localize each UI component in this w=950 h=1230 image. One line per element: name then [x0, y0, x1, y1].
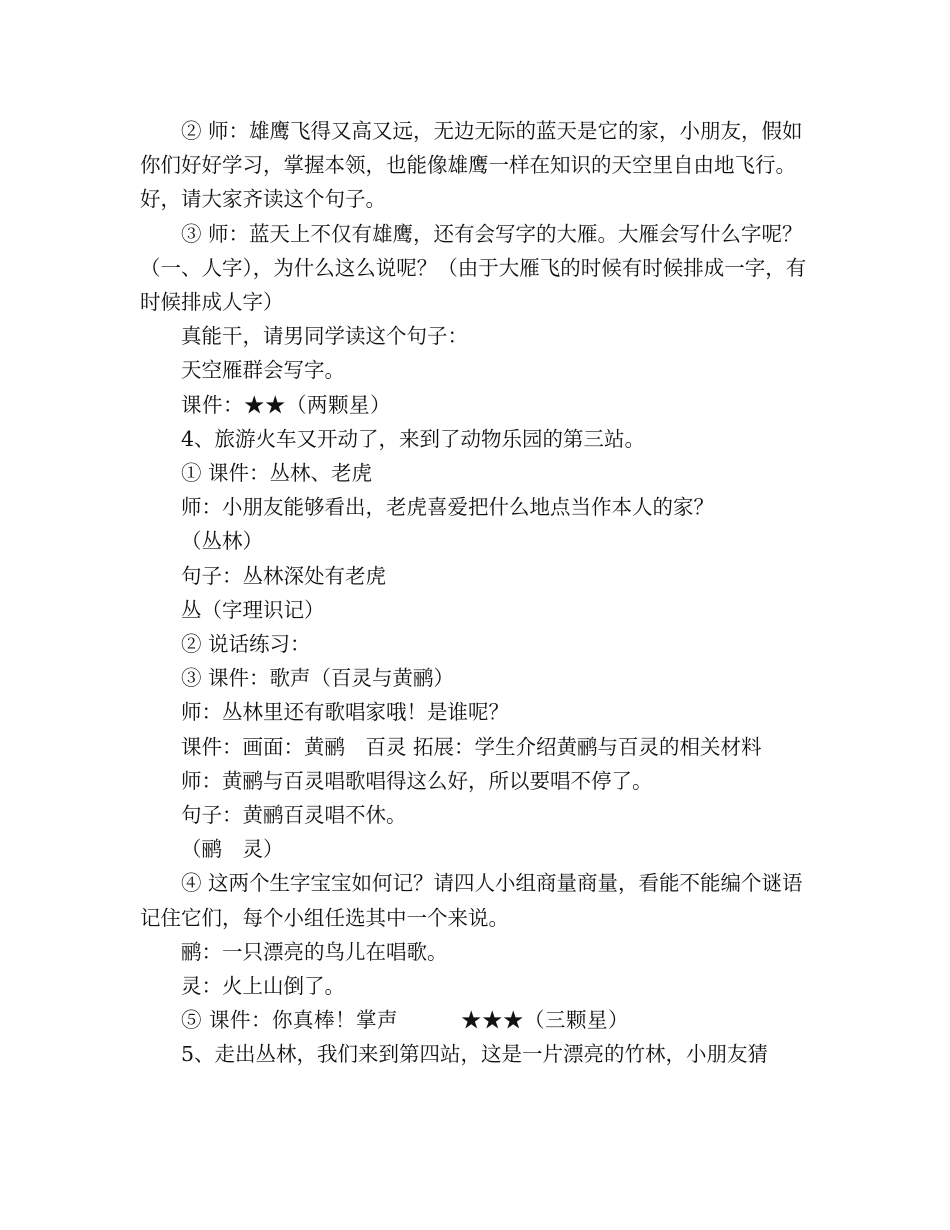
paragraph-speaking-practice: ② 说话练习： — [181, 632, 311, 657]
paragraph-sentence-geese: 天空雁群会写字。 — [181, 358, 345, 383]
paragraph-jungle-answer: （丛林） — [181, 529, 263, 554]
paragraph-group-riddle: ④ 这两个生字宝宝如何记？请四人小组商量商量，看能不能编个谜语记住它们，每个小组任选其中一个来说。 — [140, 871, 803, 930]
paragraph-character-cong: 丛（字理识记） — [181, 597, 325, 622]
paragraph-wild-geese: ③ 师：蓝天上不仅有雄鹰，还有会写字的大雁。大雁会写什么字呢？（一、人字），为什么这么说呢？（由于大雁飞的时候有时候排成一字，有时候排成人字） — [140, 221, 807, 315]
paragraph-riddle-li: 鹂：一只漂亮的鸟儿在唱歌。 — [181, 939, 448, 964]
paragraph-sentence-tiger: 句子：丛林深处有老虎 — [181, 563, 386, 588]
paragraph-eagle: ② 师：雄鹰飞得又高又远，无边无际的蓝天是它的家，小朋友，假如你们好好学习，掌握本领，也能像雄鹰一样在知识的天空里自由地飞行。好，请大家齐读这个句子。 — [140, 119, 803, 212]
paragraph-jungle-tiger: ① 课件：丛林、老虎 — [181, 461, 373, 486]
paragraph-new-characters: （鹂 灵） — [181, 837, 284, 862]
paragraph-birds-sing: 师：黄鹂与百灵唱歌唱得这么好，所以要唱不停了。 — [181, 768, 653, 793]
paragraph-boys-read: 真能干，请男同学读这个句子： — [181, 324, 468, 349]
document-body — [140, 114, 812, 1072]
paragraph-three-stars: ⑤ 课件：你真棒！掌声 ★★★（三颗星） — [181, 1008, 630, 1033]
paragraph-song-birds: ③ 课件：歌声（百灵与黄鹂） — [181, 666, 455, 691]
paragraph-two-stars: 课件：★★（两颗星） — [181, 392, 391, 417]
paragraph-singer-question: 师：丛林里还有歌唱家哦！是谁呢？ — [181, 700, 509, 725]
paragraph-station-four: 5、走出丛林，我们来到第四站，这是一片漂亮的竹林，小朋友猜 — [181, 1042, 769, 1067]
paragraph-sentence-birds: 句子：黄鹂百灵唱不休。 — [181, 803, 407, 828]
paragraph-courseware-extension: 课件：画面：黄鹂 百灵 拓展：学生介绍黄鹂与百灵的相关材料 — [181, 734, 762, 759]
paragraph-station-three: 4、旅游火车又开动了，来到了动物乐园的第三站。 — [181, 426, 646, 451]
paragraph-riddle-ling: 灵：火上山倒了。 — [181, 974, 345, 999]
paragraph-tiger-question: 师：小朋友能够看出，老虎喜爱把什么地点当作本人的家？ — [181, 495, 714, 520]
